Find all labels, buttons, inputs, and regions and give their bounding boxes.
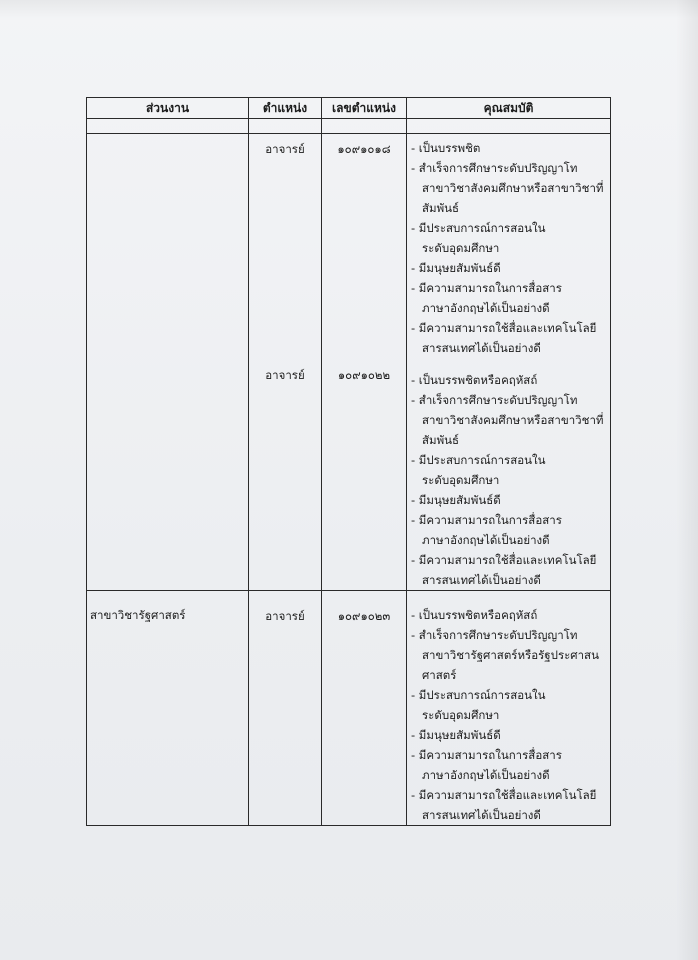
qualification-text: - มีความสามารถใช้สื่อและเทคโนโลยี (411, 553, 597, 567)
page-shadow-top (0, 0, 698, 18)
qualification-line (411, 530, 606, 550)
qualification-line (411, 138, 606, 158)
qualification-line (411, 745, 606, 765)
qualification-line (411, 298, 606, 318)
qualification-line (411, 430, 606, 450)
qualification-group (407, 591, 610, 825)
qualification-text: - มีประสบการณ์การสอนใน (411, 453, 546, 467)
qualification-line (411, 278, 606, 298)
qualification-line (411, 685, 606, 705)
qualification-line (411, 785, 606, 805)
unit-cell: สาขาวิชารัฐศาสตร์ (87, 591, 249, 826)
qualification-text: สารสนเทศได้เป็นอย่างดี (422, 573, 541, 587)
page-shadow-right (676, 0, 698, 960)
position-text: อาจารย์ (265, 368, 305, 382)
qualification-text: - มีมนุษยสัมพันธ์ดี (411, 493, 501, 507)
position-text: อาจารย์ (265, 609, 305, 623)
qualification-line (411, 178, 606, 198)
qualification-text: - มีความสามารถในการสื่อสาร (411, 281, 562, 295)
position-number-text: ๑๐๙๑๐๒๓ (337, 609, 391, 623)
qualification-line (411, 605, 606, 625)
qualification-line (411, 158, 606, 178)
qualification-text: ภาษาอังกฤษได้เป็นอย่างดี (422, 301, 550, 315)
qualification-line (411, 645, 606, 665)
header-unit: ส่วนงาน (87, 98, 249, 119)
qualification-text: - เป็นบรรพชิตหรือคฤหัสถ์ (411, 608, 538, 622)
qualification-line (411, 570, 606, 590)
qualification-list (407, 605, 610, 825)
qualifications-cell (407, 134, 611, 591)
qualification-text: สารสนเทศได้เป็นอย่างดี (422, 341, 541, 355)
qualification-text: - มีความสามารถใช้สื่อและเทคโนโลยี (411, 321, 597, 335)
qualification-line (411, 450, 606, 470)
qualification-text: สาขาวิชารัฐศาสตร์หรือรัฐประศาสน (422, 648, 599, 662)
qualification-text: - มีประสบการณ์การสอนใน (411, 221, 546, 235)
qualification-line (411, 238, 606, 258)
qualification-text: สัมพันธ์ (422, 201, 460, 215)
qualification-text: ภาษาอังกฤษได้เป็นอย่างดี (422, 533, 550, 547)
qualification-line (411, 510, 606, 530)
qualification-text: สาขาวิชาสังคมศึกษาหรือสาขาวิชาที่ (422, 413, 604, 427)
qualification-text: - มีมนุษยสัมพันธ์ดี (411, 728, 501, 742)
qualification-line (411, 318, 606, 338)
qualification-line (411, 198, 606, 218)
qualification-text: สาขาวิชาสังคมศึกษาหรือสาขาวิชาที่ (422, 181, 604, 195)
qualification-text: - เป็นบรรพชิต (411, 141, 481, 155)
qualification-line (411, 410, 606, 430)
qualification-text: ภาษาอังกฤษได้เป็นอย่างดี (422, 768, 550, 782)
qualification-text: - มีความสามารถในการสื่อสาร (411, 748, 562, 762)
table-row (87, 591, 611, 826)
qualification-list (407, 138, 610, 358)
qualification-line (411, 470, 606, 490)
header-position-number: เลขตำแหน่ง (322, 98, 407, 119)
qualification-text: ศาสตร์ (422, 668, 457, 682)
qualification-list (407, 370, 610, 590)
qualification-text: สัมพันธ์ (422, 433, 460, 447)
qualification-line (411, 218, 606, 238)
qualification-text: - สำเร็จการศึกษาระดับปริญญาโท (411, 628, 578, 642)
header-qualifications: คุณสมบัติ (407, 98, 611, 119)
qualification-line (411, 705, 606, 725)
qualification-line (411, 258, 606, 278)
qualification-line (411, 665, 606, 685)
qualification-text: ระดับอุดมศึกษา (422, 708, 500, 722)
qualification-line (411, 370, 606, 390)
qualification-line (411, 625, 606, 645)
qualification-line (411, 338, 606, 358)
table-row (87, 134, 611, 591)
position-number-cell (322, 134, 407, 591)
header-position: ตำแหน่ง (249, 98, 322, 119)
qualification-line (411, 390, 606, 410)
qualification-text: - มีความสามารถใช้สื่อและเทคโนโลยี (411, 788, 597, 802)
qualification-text: - มีความสามารถในการสื่อสาร (411, 513, 562, 527)
table-header-row (87, 98, 611, 119)
qualifications-cell (407, 591, 611, 826)
qualification-text: ระดับอุดมศึกษา (422, 473, 500, 487)
qualification-text: ระดับอุดมศึกษา (422, 241, 500, 255)
qualification-text: - สำเร็จการศึกษาระดับปริญญาโท (411, 393, 578, 407)
qualification-text: สารสนเทศได้เป็นอย่างดี (422, 808, 541, 822)
qualification-line (411, 805, 606, 825)
qualification-text: - สำเร็จการศึกษาระดับปริญญาโท (411, 161, 578, 175)
position-number-cell (322, 591, 407, 826)
unit-cell (87, 134, 249, 591)
position-cell (249, 591, 322, 826)
position-number-text: ๑๐๙๑๐๑๘ (337, 142, 391, 156)
position-number-text: ๑๐๙๑๐๒๒ (337, 368, 391, 382)
qualification-line (411, 490, 606, 510)
qualification-line (411, 765, 606, 785)
qualification-text: - มีประสบการณ์การสอนใน (411, 688, 546, 702)
position-text: อาจารย์ (265, 142, 305, 156)
qualification-line (411, 725, 606, 745)
qualification-group (407, 134, 610, 358)
spacer-row (87, 119, 611, 134)
position-cell (249, 134, 322, 591)
qualification-line (411, 550, 606, 570)
qualifications-table (86, 97, 611, 826)
qualification-group (407, 370, 610, 590)
qualification-text: - มีมนุษยสัมพันธ์ดี (411, 261, 501, 275)
qualification-text: - เป็นบรรพชิตหรือคฤหัสถ์ (411, 373, 538, 387)
